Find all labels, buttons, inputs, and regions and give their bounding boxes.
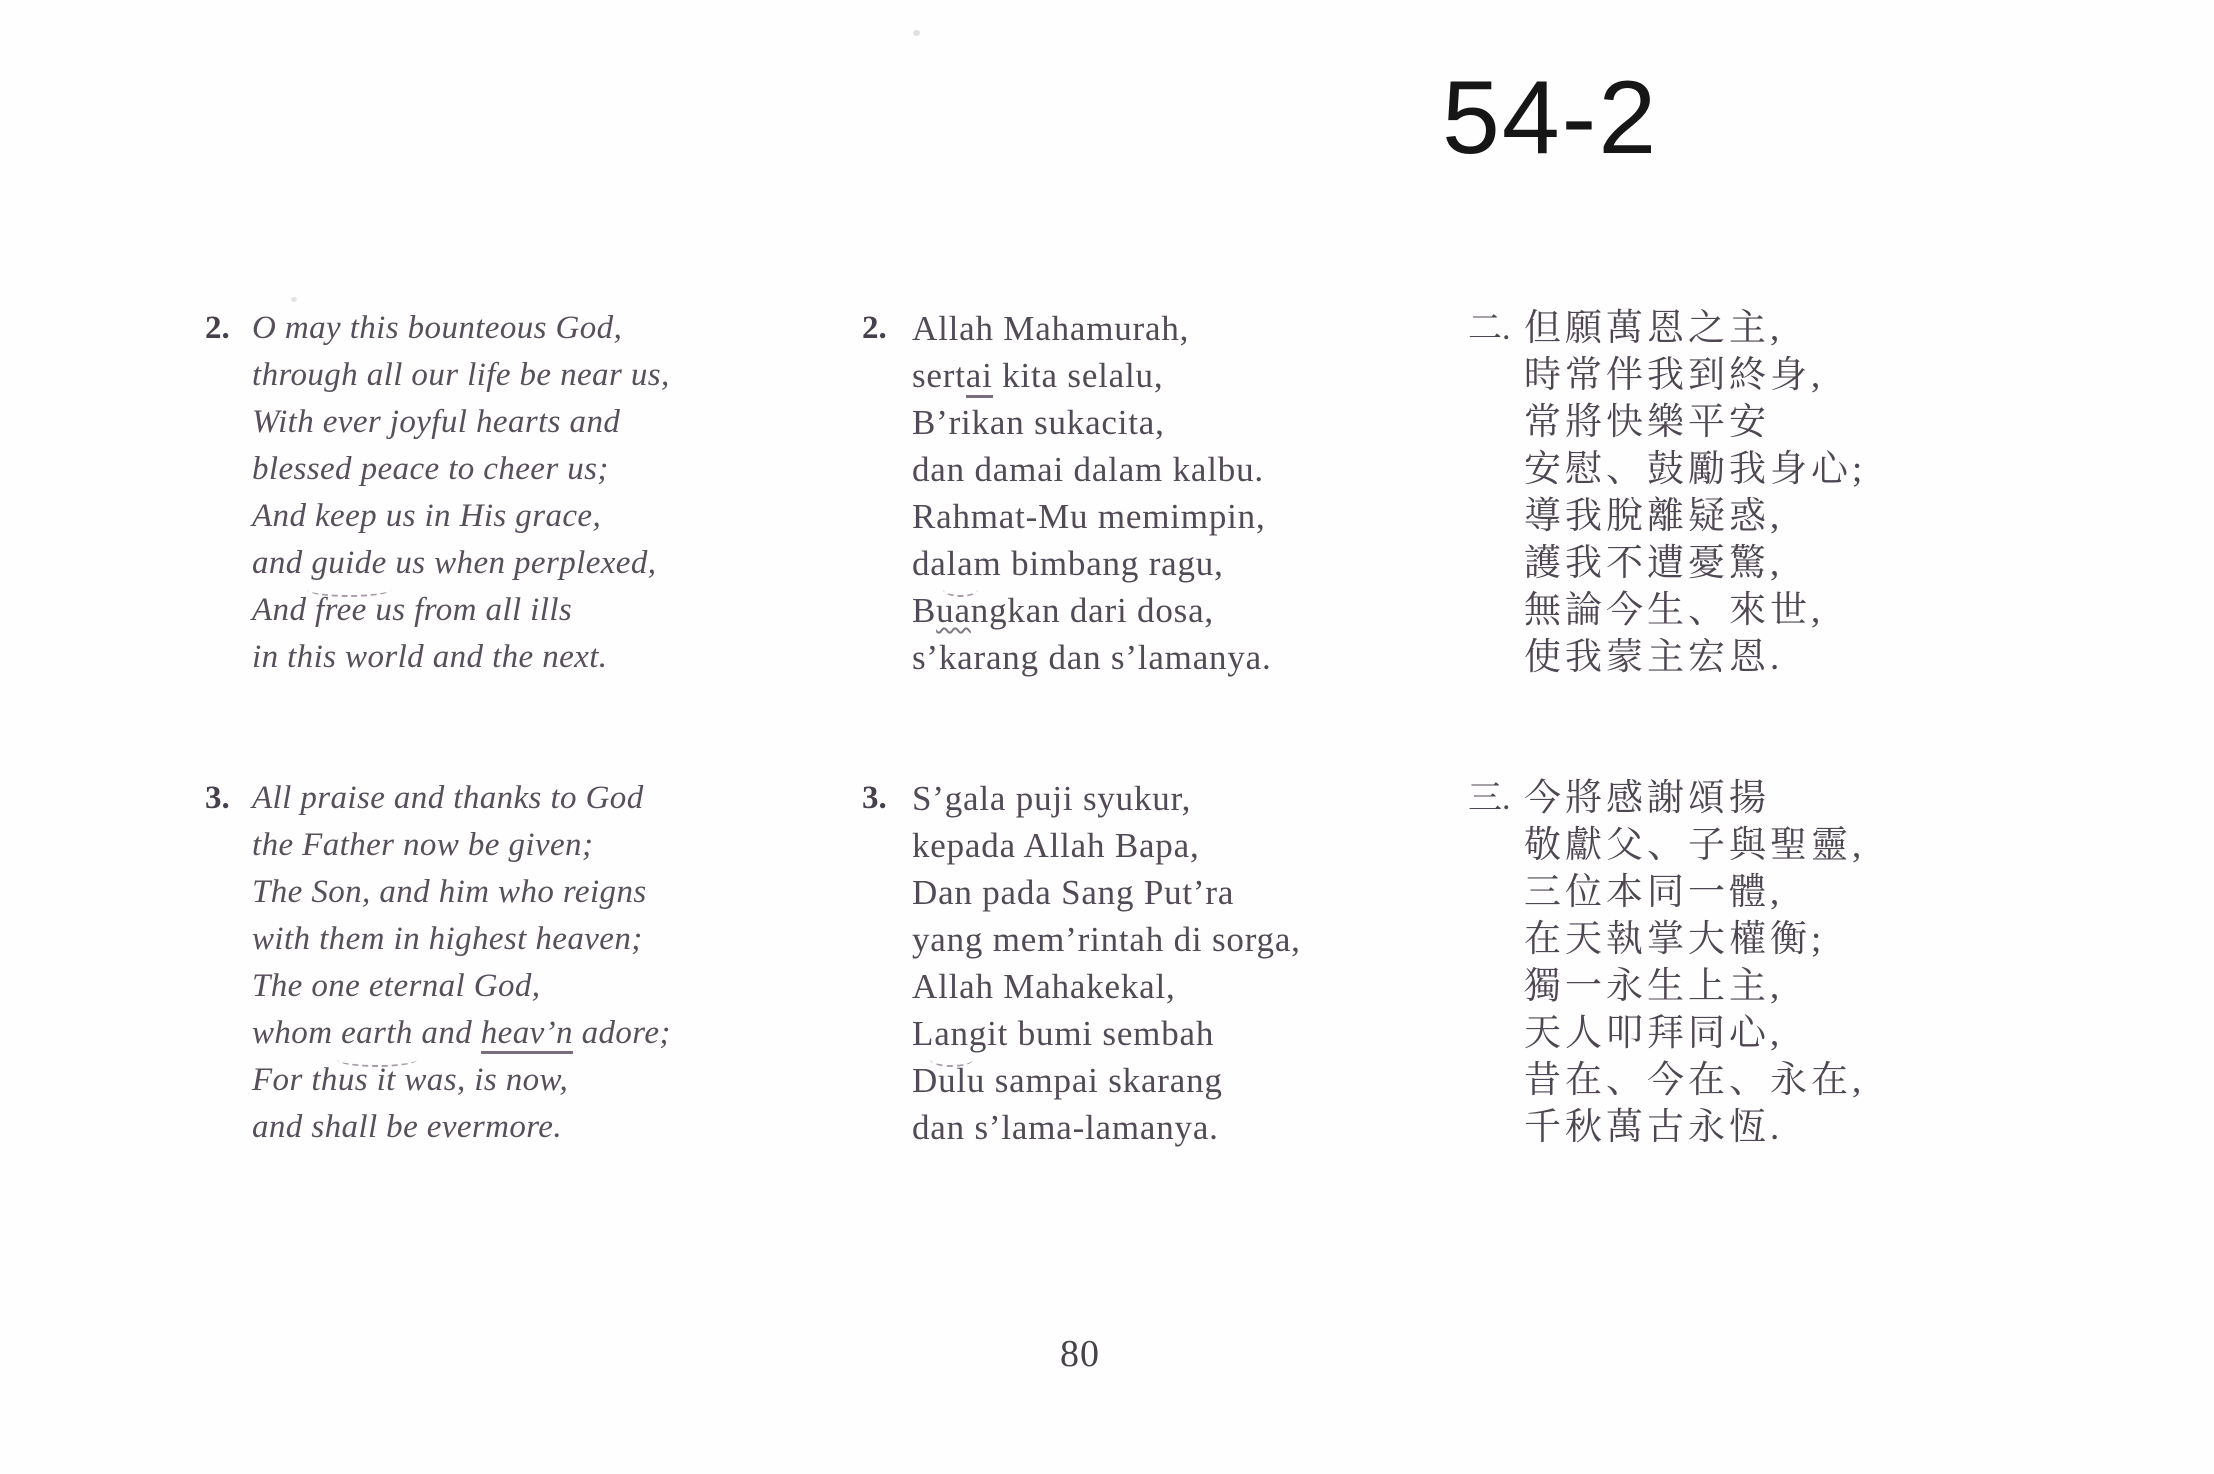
text-segment: 三位本同一體, [1524,872,1784,913]
text-segment: kepada Allah Bapa, [912,826,1200,865]
verse-line [1524,634,1866,681]
verse-line [252,352,670,399]
verse-line [1524,869,1865,916]
text-segment: For thus it was, is now, [252,1062,569,1098]
text-segment: and [252,545,312,581]
verse-line [252,399,670,446]
text-segment: dan s’lama-lamanya. [912,1108,1219,1147]
verse-lines [252,305,670,681]
verse-line [252,822,671,869]
verse-number: 3. [862,780,887,816]
text-segment: S’gala puji syukur, [912,779,1192,818]
text-segment: Rahmat-Mu memimpin, [912,497,1266,536]
text-segment: 但願萬恩之主, [1524,308,1784,349]
text-segment: The Son, and him who reigns [252,874,647,910]
text-segment: 千秋萬古永恆. [1524,1107,1784,1148]
verse-line [1524,1057,1865,1104]
verse-line [1524,1104,1865,1151]
verse-line [1524,775,1865,822]
text-segment: O may this bounteous God, [252,310,623,346]
hymn-number-title: 54-2 [1442,60,1659,176]
verse-line [912,775,1301,822]
text-segment: And free us from all ills [252,592,573,628]
text-segment: and [412,1015,481,1051]
verse-line [1524,493,1866,540]
verse-line [1524,352,1866,399]
text-segment: git bumi sembah [968,1014,1215,1053]
text-segment: ngkan dari dosa, [970,591,1214,630]
text-segment: 無論今生、來世, [1524,590,1825,631]
verse-lines [912,775,1301,1151]
column-chinese-lyrics [1468,305,1866,1151]
pencil-mark-arc: la [947,540,974,587]
column-english-lyrics [205,305,671,1151]
scan-speck [913,30,920,36]
text-segment: the Father now be given; [252,827,594,863]
text-segment: 常將快樂平安 [1524,402,1770,443]
verse-number: 2. [205,310,230,346]
column-indonesian-lyrics [862,305,1301,1151]
verse-line [912,822,1301,869]
verse-line [912,305,1272,352]
verse-indonesian-3 [862,775,1301,1151]
verse-line [1524,540,1866,587]
text-segment: 在天執掌大權衡; [1524,919,1826,960]
text-segment: With ever joyful hearts and [252,404,621,440]
verse-line [912,1010,1301,1057]
text-segment: 天人叩拜同心, [1524,1013,1784,1054]
text-segment: And keep us in His grace, [252,498,602,534]
pencil-mark-underline: heav’n [481,1015,573,1054]
text-segment: m bimbang ragu, [973,544,1224,583]
verse-number: 三. [1468,780,1511,817]
text-segment: with them in highest heaven; [252,921,643,957]
text-segment: adore; [572,1015,671,1051]
text-segment: Allah Mahakekal, [912,967,1176,1006]
text-segment: 導我脫離疑惑, [1524,496,1784,537]
text-segment: 昔在、今在、永在, [1524,1060,1866,1101]
text-segment: blessed peace to cheer us; [252,451,609,487]
verse-line [1524,446,1866,493]
verse-line [1524,963,1865,1010]
verse-line [912,1104,1301,1151]
verse-line [912,916,1301,963]
text-segment: yang mem’rintah di sorga, [912,920,1301,959]
verse-lines [1524,305,1866,681]
verse-line [1524,305,1866,352]
verse-line [252,493,670,540]
verse-line [252,916,671,963]
text-segment: 護我不遭憂驚, [1524,543,1784,584]
verse-lines [252,775,671,1151]
verse-line [252,963,671,1010]
verse-line [252,1010,671,1057]
text-segment: L [912,1014,935,1053]
verse-line [1524,822,1865,869]
verse-lines [912,305,1272,681]
text-segment: da [912,544,947,583]
text-segment: and shall be evermore. [252,1109,563,1145]
verse-english-3 [205,775,671,1151]
text-segment: through all our life be near us, [252,357,670,393]
pencil-mark-arc: an [934,1010,969,1057]
verse-indonesian-2 [862,305,1301,681]
text-segment: Allah Mahamurah, [912,309,1190,348]
verse-line [252,634,670,681]
verse-line [1524,399,1866,446]
pencil-mark-wavy: ua [936,591,971,630]
text-segment: B’rikan sukacita, [912,403,1165,442]
text-segment: Dan pada Sang Put’ra [912,873,1235,912]
verse-chinese-3 [1468,775,1866,1151]
text-segment: whom [252,1015,342,1051]
text-segment: 使我蒙主宏恩. [1524,637,1784,678]
pencil-mark-arc: guide [311,540,386,587]
verse-line [912,399,1272,446]
verse-line [1524,1010,1865,1057]
verse-line [252,446,670,493]
verse-number: 二. [1468,310,1511,347]
text-segment: B [912,591,937,630]
verse-lines [1524,775,1865,1151]
verse-line [252,540,670,587]
text-segment: kita selalu, [992,356,1164,395]
text-segment: Dulu sampai skarang [912,1061,1223,1100]
text-segment: 敬獻父、子與聖靈, [1524,825,1866,866]
verse-line [1524,587,1866,634]
text-segment: 獨一永生上主, [1524,966,1784,1007]
verse-number: 3. [205,780,230,816]
text-segment: dan damai dalam kalbu. [912,450,1264,489]
verse-line [912,493,1272,540]
text-segment: 時常伴我到終身, [1524,355,1825,396]
verse-line [912,963,1301,1010]
text-segment: s’karang dan s’lamanya. [912,638,1272,677]
pencil-mark-underline: ai [966,356,993,398]
verse-line [912,540,1272,587]
verse-line [252,1104,671,1151]
verse-line [912,869,1301,916]
text-segment: The one eternal God, [252,968,541,1004]
scan-speck [291,297,297,302]
verse-line [1524,916,1865,963]
text-segment: us when perplexed, [386,545,657,581]
verse-line [912,1057,1301,1104]
page-number: 80 [1060,1333,1100,1375]
text-segment: 今將感謝頌揚 [1524,778,1770,819]
verse-english-2 [205,305,671,681]
verse-line [912,352,1272,399]
text-segment: 安慰、鼓勵我身心; [1524,449,1867,490]
text-segment: All praise and thanks to God [252,780,644,816]
verse-line [252,305,670,352]
verse-line [912,634,1272,681]
verse-line [912,446,1272,493]
text-segment: sert [912,356,966,395]
verse-line [252,775,671,822]
verse-chinese-2 [1468,305,1866,681]
verse-line [252,1057,671,1104]
pencil-mark-arc: earth [341,1010,413,1057]
verse-number: 2. [862,310,887,346]
verse-line [252,869,671,916]
text-segment: in this world and the next. [252,639,608,675]
